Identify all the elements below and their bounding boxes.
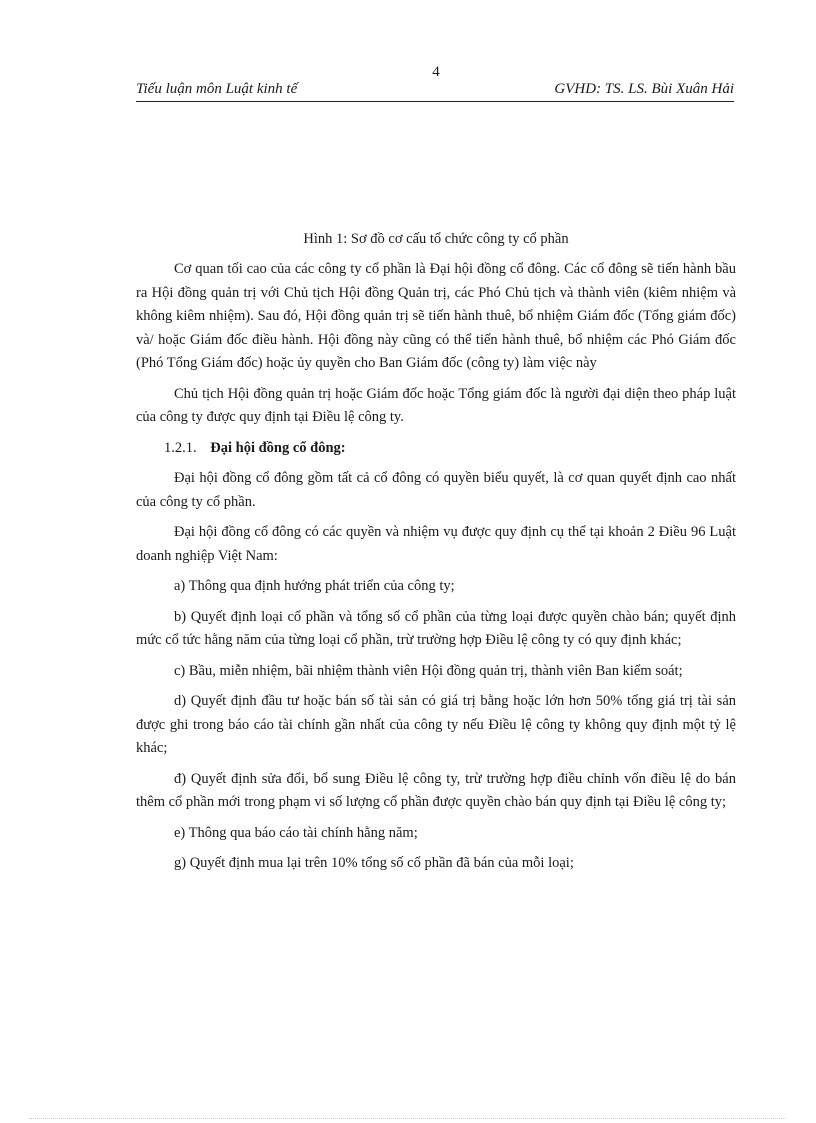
section-number: 1.2.1. <box>164 439 197 456</box>
paragraph: Cơ quan tối cao của các công ty cổ phần là Đại hội đồng cổ đông. Các cổ đông sẽ tiến hành bầu ra Hội đồng quản trị với Chủ tịch Hội đồng Quản trị, các Phó Chủ tịch và thành viên (kiêm nhiệm và không kiêm nhiệm). Sau đó, Hội đồng quản trị sẽ tiến hành thuê, bổ nhiệm Giám đốc (Tổng giám đốc) và/ hoặc Giám đốc điều hành. Hội đồng này cũng có thể tiến hành thuê, bổ nhiệm các Phó Giám đốc (Phó Tổng Giám đốc) hoặc ủy quyền cho Ban Giám đốc (công ty) làm việc này <box>136 261 736 371</box>
section-title: Đại hội đồng cổ đông: <box>210 439 346 456</box>
page-bottom-divider <box>30 1118 786 1119</box>
page-header <box>136 81 734 102</box>
list-item: b) Quyết định loại cổ phần và tổng số cổ phần của từng loại được quyền chào bán; quyết định mức cổ tức hằng năm của từng loại cổ phần, trừ trường hợp Điều lệ công ty có quy định khác; <box>136 608 736 648</box>
list-item: d) Quyết định đầu tư hoặc bán số tài sản có giá trị bằng hoặc lớn hơn 50% tổng giá trị tài sản được ghi trong báo cáo tài chính gần nhất của công ty nếu Điều lệ công ty không quy định một tỷ lệ khác; <box>136 693 736 756</box>
figure-caption: Hình 1: Sơ đồ cơ cấu tổ chức công ty cổ phần <box>303 231 569 247</box>
section-heading <box>164 437 736 461</box>
list-item: c) Bầu, miễn nhiệm, bãi nhiệm thành viên Hội đồng quản trị, thành viên Ban kiểm soát; <box>174 662 683 679</box>
paragraph: Đại hội đồng cổ đông có các quyền và nhiệm vụ được quy định cụ thể tại khoản 2 Điều 96 Luật doanh nghiệp Việt Nam: <box>136 524 736 564</box>
header-title: Tiểu luận môn Luật kinh tế <box>136 81 298 97</box>
paragraph: Đại hội đồng cổ đông gồm tất cả cổ đông có quyền biểu quyết, là cơ quan quyết định cao nhất của công ty cổ phần. <box>136 470 736 510</box>
list-item: e) Thông qua báo cáo tài chính hằng năm; <box>174 824 418 841</box>
page-number: 4 <box>432 64 440 80</box>
header-advisor: GVHD: TS. LS. Bùi Xuân Hải <box>554 81 734 97</box>
document-body <box>136 229 736 883</box>
list-item: đ) Quyết định sửa đổi, bổ sung Điều lệ công ty, trừ trường hợp điều chỉnh vốn điều lệ do bán thêm cổ phần mới trong phạm vi số lượng cổ phần được quyền chào bán quy định tại Điều lệ công ty; <box>136 770 736 810</box>
list-item: g) Quyết định mua lại trên 10% tổng số cổ phần đã bán của mỗi loại; <box>174 855 574 871</box>
list-item: a) Thông qua định hướng phát triển của công ty; <box>174 578 455 594</box>
paragraph: Chủ tịch Hội đồng quản trị hoặc Giám đốc hoặc Tổng giám đốc là người đại diện theo pháp luật của công ty được quy định tại Điều lệ công ty. <box>136 385 736 425</box>
